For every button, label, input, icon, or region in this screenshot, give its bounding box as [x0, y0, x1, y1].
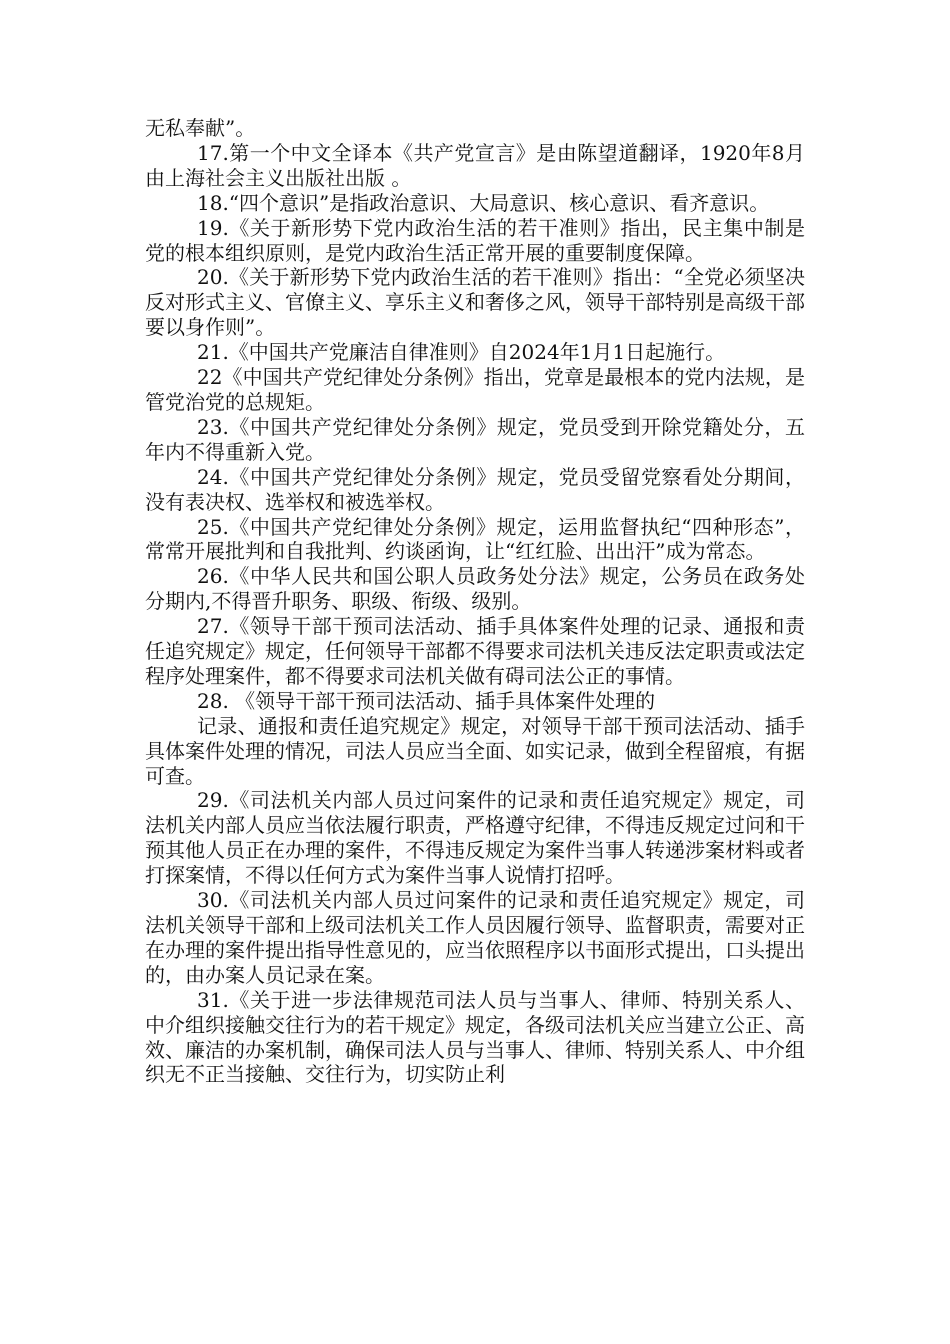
- paragraph-24: 24.《中国共产党纪律处分条例》规定，党员受留党察看处分期间，没有表决权、选举权和被选举权。: [145, 464, 805, 514]
- paragraph-22: 22《中国共产党纪律处分条例》指出，党章是最根本的党内法规，是管党治党的总规矩。: [145, 365, 805, 414]
- document-page: [145, 116, 805, 1087]
- paragraph-16-tail: 无私奉献”。: [145, 116, 256, 140]
- paragraph-28-line-2: 记录、通报和责任追究规定》规定，对领导干部干预司法活动、插手具体案件处理的情况，司法人员应当全面、如实记录，做到全程留痕，有据可查。: [145, 713, 805, 788]
- paragraph-20: 20.《关于新形势下党内政治生活的若干准则》指出：“全党必须坚决反对形式主义、官僚主义、享乐主义和奢侈之风，领导干部特别是高级干部要以身作则”。: [145, 265, 805, 340]
- paragraph-17: 17.第一个中文全译本《共产党宣言》是由陈望道翻译，1920年8月由上海社会主义出版社出版 。: [145, 140, 805, 190]
- paragraph-31: 31.《关于进一步法律规范司法人员与当事人、律师、特别关系人、中介组织接触交往行为的若干规定》规定，各级司法机关应当建立公正、高效、廉洁的办案机制，确保司法人员与当事人、律师、特别关系人、中介组织无不正当接触、交往行为，切实防止利: [145, 987, 805, 1087]
- paragraph-29: 29.《司法机关内部人员过问案件的记录和责任追究规定》规定，司法机关内部人员应当依法履行职责，严格遵守纪律，不得违反规定过问和干预其他人员正在办理的案件，不得违反规定为案件当事人转递涉案材料或者打探案情，不得以任何方式为案件当事人说情打招呼。: [145, 788, 805, 888]
- paragraph-25: 25.《中国共产党纪律处分条例》规定，运用监督执纪“四种形态”，常常开展批判和自我批判、约谈函询，让“红红脸、出出汗”成为常态。: [145, 514, 805, 564]
- paragraph-23: 23.《中国共产党纪律处分条例》规定，党员受到开除党籍处分，五年内不得重新入党。: [145, 414, 805, 464]
- paragraph-18: 18.“四个意识”是指政治意识、大局意识、核心意识、看齐意识。: [197, 190, 770, 215]
- paragraph-27: 27.《领导干部干预司法活动、插手具体案件处理的记录、通报和责任追究规定》规定，任何领导干部都不得要求司法机关违反法定职责或法定程序处理案件，都不得要求司法机关做有碍司法公正的事情。: [145, 614, 805, 688]
- paragraph-28-line-1: 28. 《领导干部干预司法活动、插手具体案件处理的: [197, 688, 656, 713]
- paragraph-21: 21.《中国共产党廉洁自律准则》自2024年1月1日起施行。: [197, 340, 726, 365]
- paragraph-28: [145, 689, 805, 789]
- paragraph-30: 30.《司法机关内部人员过问案件的记录和责任追究规定》规定，司法机关领导干部和上级司法机关工作人员因履行领导、监督职责，需要对正在办理的案件提出指导性意见的，应当依照程序以书面形式提出，口头提出的，由办案人员记录在案。: [145, 888, 805, 987]
- paragraph-26: 26.《中华人民共和国公职人员政务处分法》规定，公务员在政务处分期内,不得晋升职务、职级、衔级、级别。: [145, 564, 805, 614]
- paragraph-19: 19.《关于新形势下党内政治生活的若干准则》指出，民主集中制是党的根本组织原则，是党内政治生活正常开展的重要制度保障。: [145, 215, 805, 265]
